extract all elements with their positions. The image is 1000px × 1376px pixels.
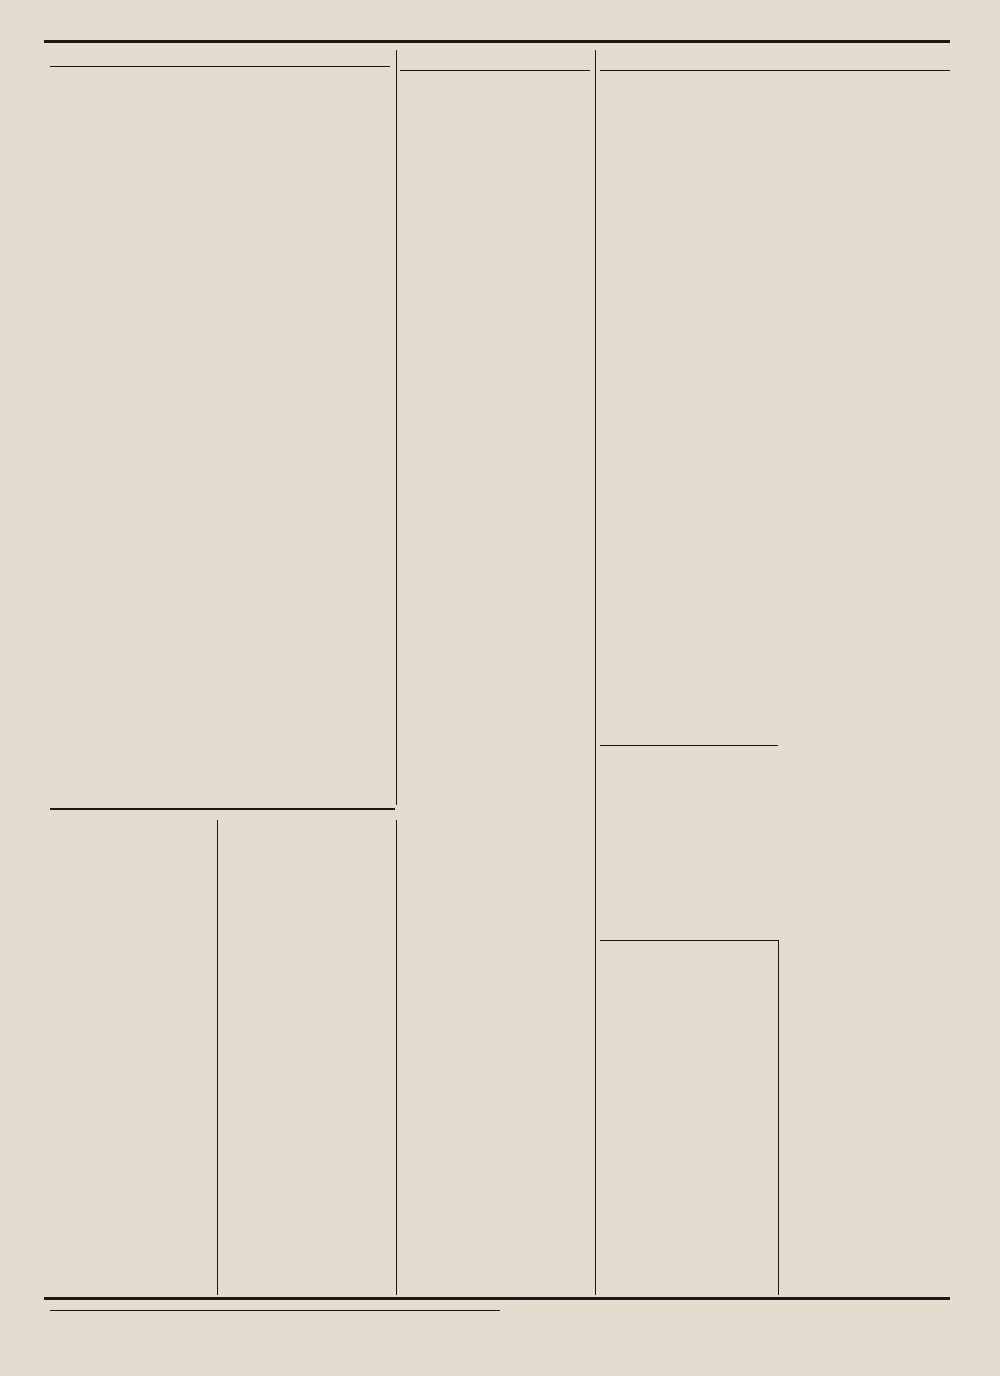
column-divider [778,940,779,1295]
column-divider [595,50,596,1295]
title-rule [600,70,950,71]
news-column [403,76,589,84]
section-rule [600,940,778,941]
section-rule [400,70,590,71]
title-rule [50,66,390,67]
notice-rule [50,1310,500,1311]
bottom-separator [50,1298,950,1300]
section-rule [600,745,778,746]
column-divider [396,820,397,1295]
column-divider [217,820,218,1295]
header-rule [44,40,950,43]
section-rule [50,808,395,810]
column-divider [396,50,397,805]
